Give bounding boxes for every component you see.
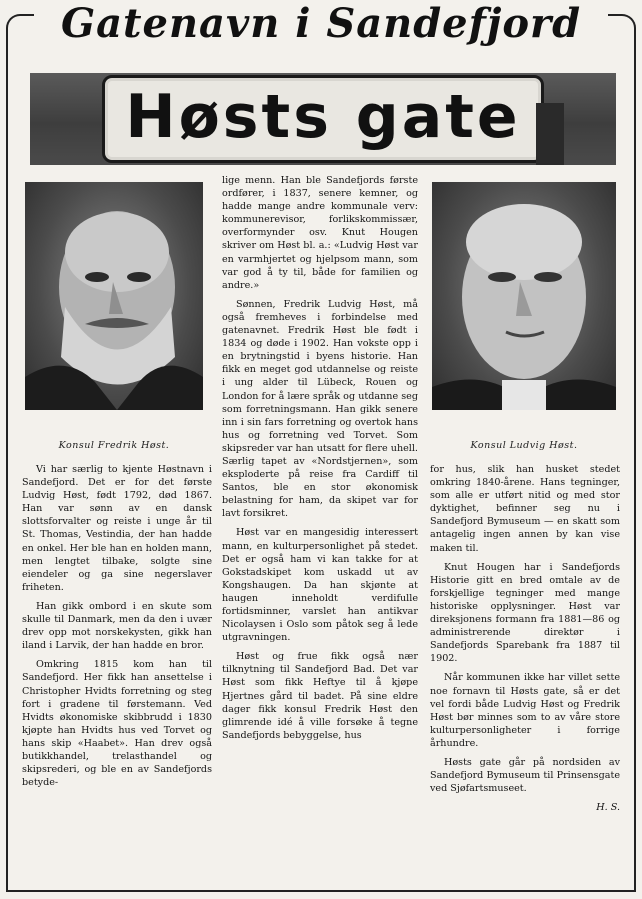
paragraph: Høsts gate går på nordsiden av Sandefjord Bymuseum til Prinsensgate ved Sjøfartsmuseet.	[430, 756, 620, 795]
caption-ludvig-host: Konsul Ludvig Høst.	[470, 440, 578, 451]
street-sign-text: Høsts gate	[125, 82, 521, 152]
article-column-3	[430, 463, 620, 814]
article-column-1	[22, 463, 212, 795]
author-signature: H. S.	[596, 802, 620, 814]
portrait-fredrik-host	[25, 182, 203, 410]
frame-bottom	[6, 890, 636, 892]
paragraph: Høst og frue fikk også nær tilknytning til Sandefjord Bad. Det var Høst som fikk Heftye til å kjøpe Hjertnes gård til badet. På sine eldre dager fikk konsul Fredrik Høst den glimrende idé å ville forsøke å tegne Sandefjords bebyggelse, hus	[222, 651, 418, 741]
frame-left	[6, 28, 8, 890]
article-column-2	[222, 174, 418, 748]
paragraph: Han gikk ombord i en skute som skulle til Danmark, men da den i uvær drev opp mot norskekysten, gikk han iland i Larvik, der han hadde en bror.	[22, 600, 212, 652]
paragraph: for hus, slik han husket stedet omkring 1840-årene. Hans tegninger, som alle er utført nitid og med stor dyktighet, befinner seg nu i Sandefjord Bymuseum — en skatt som antagelig ingen annen by kan vise maken til.	[430, 464, 620, 554]
paragraph: Høst var en mangesidig interessert mann, en kulturpersonlighet på stedet. Det er også ham vi kan takke for at Gokstadskipet kom uskadd ut av Kongshaugen. Da han skjønte at haugen inneholdt verdifulle fortidsminner, varslet han antikvar Nicolaysen i Oslo som påtok seg å lede utgravningen.	[222, 527, 418, 644]
street-sign	[102, 75, 544, 163]
paragraph: Knut Hougen har i Sandefjords Historie gitt en bred omtale av de forskjellige tegninger med mange historiske opplysninger. Høst var direksjonens formann fra 1881—86 og administrerende direktør i Sandefjords Sparebank fra 1887 til 1902.	[430, 561, 620, 665]
portrait-ludvig-host	[432, 182, 616, 410]
frame-right	[634, 28, 636, 890]
sign-post	[536, 103, 564, 165]
paragraph: lige menn. Han ble Sandefjords første ordfører, i 1837, senere kemner, og hadde mange andre kommunale verv: kommunerevisor, forlikskommissær, overformynder osv. Knut Hougen skriver om Høst bl. a.: «Ludvig Høst var en varmhjertet og hjelpsom mann, som var god å ty til, både for familien og andre.»	[222, 175, 418, 291]
paragraph: Sønnen, Fredrik Ludvig Høst, må også fremheves i forbindelse med gatenavnet. Fredrik Høst ble født i 1834 og døde i 1902. Han vokste opp i en brytningstid i byens historie. Han fikk en meget god utdannelse og reiste i ung alder til Lübeck, Rouen og London for å lære språk og utdanne seg som forretningsmann. Han gikk senere inn i sin fars forretning og overtok hans hus og forretning ved Torvet. Som skipsreder var han utsatt for flere uhell. Særlig tapet av «Nordstjernen», som eksploderte på reise fra Cardiff til Santos, ble en stor økonomisk belastning for ham, da skipet var for lavt forsikret.	[222, 298, 418, 520]
paragraph: Omkring 1815 kom han til Sandefjord. Her fikk han ansettelse i Christopher Hvidts forretning og steg fort i gradene til førstemann. Ved Hvidts økonomiske skibbrudd i 1830 kjøpte han Hvidts hus ved Torvet og hans skip «Haabet». Han drev også butikkhandel, trelasthandel og skipsrederi, og ble en av Sandefjords betyde-	[22, 659, 212, 789]
paragraph: Vi har særlig to kjente Høstnavn i Sandefjord. Det er for det første Ludvig Høst, født 1792, død 1867. Han var sønn av en dansk slottsforvalter og reiste i unge år til St. Thomas, Vestindia, der han hadde en onkel. Her ble han en holden mann, men lengtet tilbake, solgte sine eiendeler og ga sine negerslaver friheten.	[22, 464, 212, 593]
masthead-title: Gatenavn i Sandefjord	[60, 0, 582, 47]
street-sign-photo	[30, 73, 616, 165]
caption-fredrik-host: Konsul Fredrik Høst.	[58, 440, 170, 451]
paragraph: Når kommunen ikke har villet sette noe fornavn til Høsts gate, så er det vel fordi både Ludvig Høst og Fredrik Høst bør minnes som to av våre store kulturpersonligheter i forrige århundre.	[430, 672, 620, 749]
